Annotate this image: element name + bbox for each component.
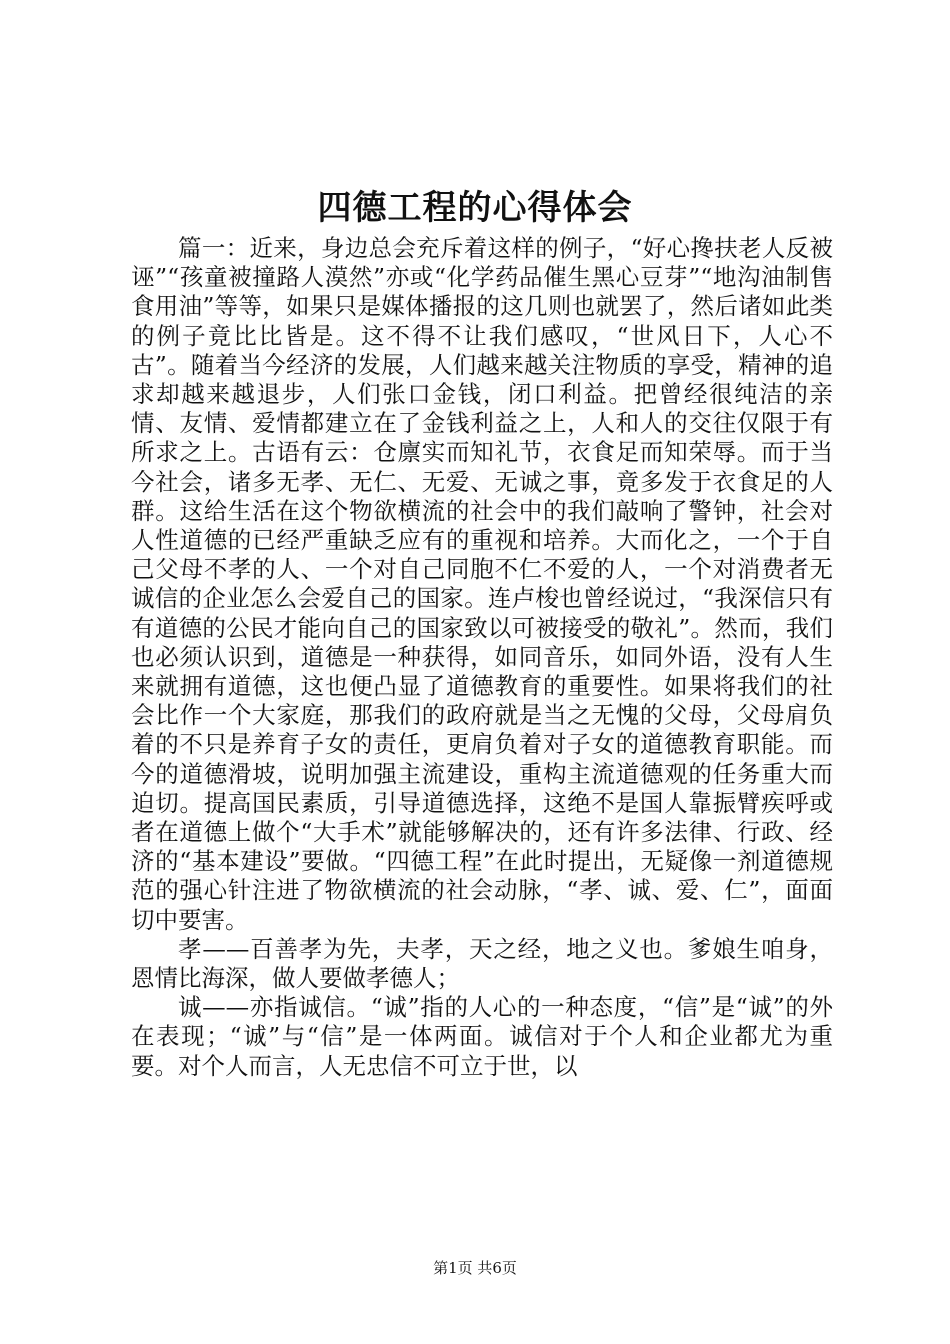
- document-title: 四德工程的心得体会: [317, 188, 633, 228]
- page-footer: 第1页 共6页: [433, 1259, 517, 1277]
- document-body: [131, 234, 833, 1081]
- paragraph-part-one: 篇一：近来，身边总会充斥着这样的例子，“好心搀扶老人反被诬”“孩童被撞路人漠然”亦或“化学药品催生黑心豆芽”“地沟油制售食用油”等等，如果只是媒体播报的这几则也就罢了，然后诸如此类的例子竟比比皆是。这不得不让我们感叹，“世风日下，人心不古”。随着当今经济的发展，人们越来越关注物质的享受，精神的追求却越来越退步，人们张口金钱，闭口利益。把曾经很纯洁的亲情、友情、爱情都建立在了金钱利益之上，人和人的交往仅限于有所求之上。古语有云：仓廪实而知礼节，衣食足而知荣辱。而于当今社会，诸多无孝、无仁、无爱、无诚之事，竟多发于衣食足的人群。这给生活在这个物欲横流的社会中的我们敲响了警钟，社会对人性道德的已经严重缺乏应有的重视和培养。大而化之，一个于自己父母不孝的人、一个对自己同胞不仁不爱的人，一个对消费者无诚信的企业怎么会爱自己的国家。连卢梭也曾经说过，“我深信只有有道德的公民才能向自己的国家致以可被接受的敬礼”。然而，我们也必须认识到，道德是一种获得，如同音乐，如同外语，没有人生来就拥有道德，这也便凸显了道德教育的重要性。如果将我们的社会比作一个大家庭，那我们的政府就是当之无愧的父母，父母肩负着的不只是养育子女的责任，更肩负着对子女的道德教育职能。而今的道德滑坡，说明加强主流建设，重构主流道德观的任务重大而迫切。提高国民素质，引导道德选择，这绝不是国人靠振臂疾呼或者在道德上做个“大手术”就能够解决的，还有许多法律、行政、经济的“基本建设”要做。“四德工程”在此时提出，无疑像一剂道德规范的强心针注进了物欲横流的社会动脉，“孝、诚、爱、仁”，面面切中要害。: [131, 234, 833, 934]
- paragraph-integrity: 诚——亦指诚信。“诚”指的人心的一种态度，“信”是“诚”的外在表现；“诚”与“信”是一体两面。诚信对于个人和企业都尤为重要。对个人而言，人无忠信不可立于世，以: [131, 993, 833, 1080]
- paragraph-filial-piety: 孝——百善孝为先，夫孝，天之经，地之义也。爹娘生咱身，恩情比海深，做人要做孝德人；: [131, 934, 833, 993]
